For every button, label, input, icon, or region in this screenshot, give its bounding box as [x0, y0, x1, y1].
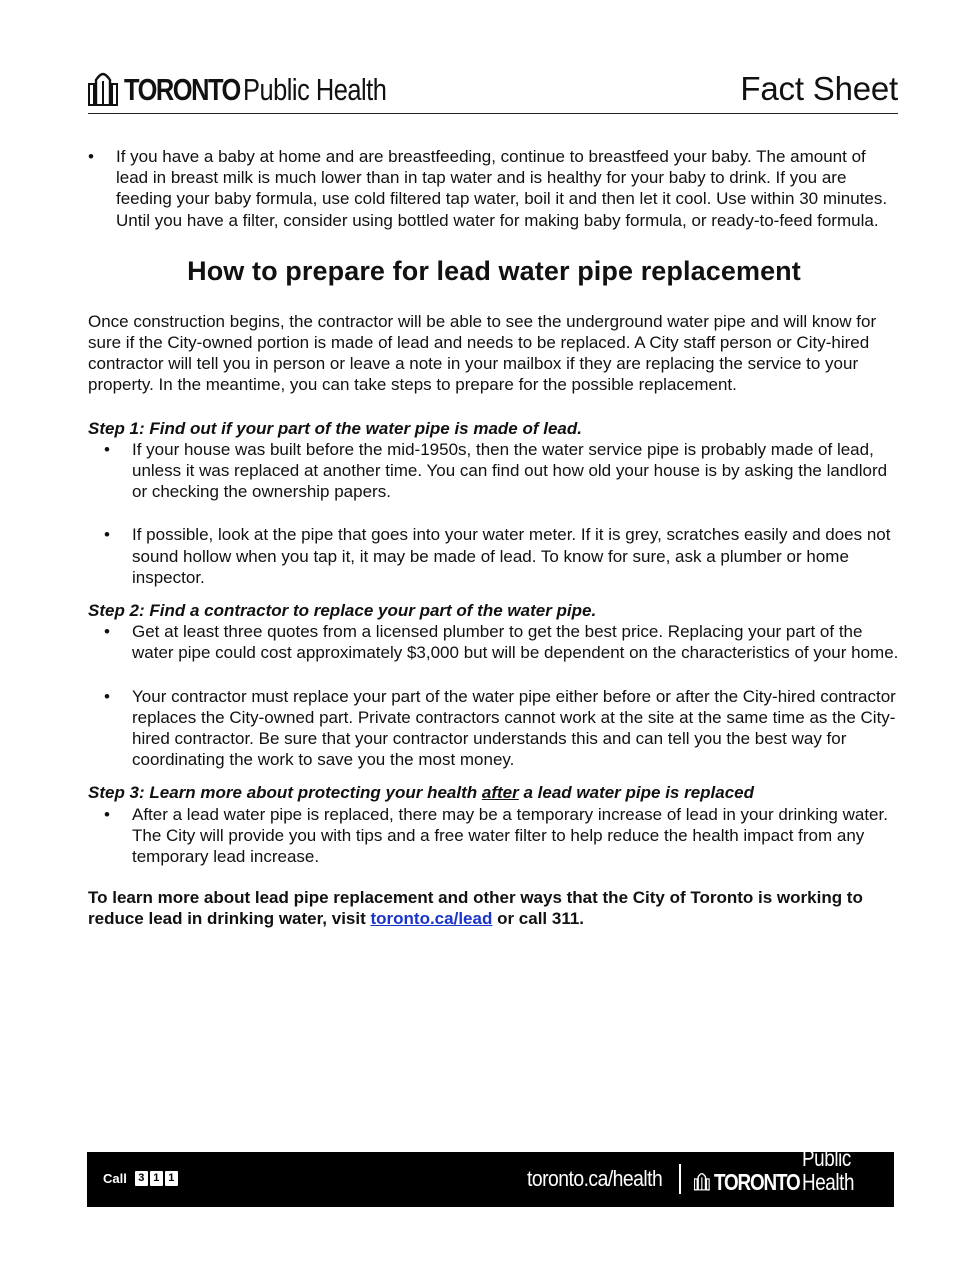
footer-logo-public-health: Public Health	[802, 1145, 855, 1195]
city-hall-icon	[694, 1169, 710, 1194]
list-item-text: If your house was built before the mid-1950s, then the water service pipe is probably made of lead, unless it was replaced at another time. You can find out how old your house is by asking the landlord or checking the ownership papers.	[132, 439, 888, 502]
logo-public-health-text: Public Health	[243, 72, 387, 107]
step-3-title-start: Step 3: Learn more about protecting your health	[88, 783, 482, 803]
footer-divider	[679, 1164, 681, 1194]
intro-paragraph: Once construction begins, the contractor will be able to see the underground water pipe and will know for sure if the City-owned portion is made of lead and needs to be replaced. A City staff person or City-hired contractor will tell you in person or leave a note in your mailbox if they are replacing the service to your property. In the meantime, you can take steps to prepare for the possible replacement.	[88, 311, 877, 395]
bullet-marker: •	[104, 622, 110, 642]
document-body	[88, 146, 900, 930]
footer-url[interactable]: toronto.ca/health	[527, 1166, 663, 1191]
list-item-text: If possible, look at the pipe that goes into your water meter. If it is grey, scratches easily and does not sound hollow when you tap it, it may be made of lead. To know for sure, ask a plumber or home inspector.	[132, 525, 891, 587]
bullet-marker: •	[88, 147, 94, 166]
intro-bullet	[88, 146, 900, 231]
closing-text-end: or call 311.	[492, 909, 585, 929]
section-title: How to prepare for lead water pipe replacement	[187, 255, 801, 286]
step-3-title-emphasis: after	[481, 783, 519, 803]
toronto-lead-link[interactable]: toronto.ca/lead	[370, 909, 493, 929]
list-item	[104, 621, 900, 663]
step-3-title-end: a lead water pipe is replaced	[518, 783, 755, 803]
call-label: Call	[103, 1171, 127, 1186]
call-digit: 1	[150, 1171, 163, 1186]
step-3-title	[88, 782, 900, 803]
list-item-text: After a lead water pipe is replaced, there may be a temporary increase of lead in your drinking water. The City will provide you with tips and a free water filter to help reduce the health impact from any temporary lead increase.	[132, 804, 888, 867]
step-2	[88, 600, 900, 770]
page-footer	[87, 1145, 894, 1207]
call-digit: 1	[165, 1171, 178, 1186]
bullet-marker: •	[104, 804, 110, 824]
bullet-marker: •	[104, 686, 110, 706]
page-header	[88, 62, 898, 114]
list-item-text: Get at least three quotes from a licensed plumber to get the best price. Replacing your part of the water pipe could cost approximately $3,000 but will be dependent on the characteristics of your home.	[132, 622, 899, 663]
logo-toronto-text: TORONTO	[124, 72, 240, 107]
call-digit: 3	[135, 1171, 148, 1186]
list-item	[104, 686, 900, 771]
list-item	[104, 439, 900, 503]
step-1-title: Step 1: Find out if your part of the water pipe is made of lead.	[88, 418, 582, 438]
call-311-badge	[103, 1171, 178, 1186]
closing-text-start: To learn more about lead pipe replacement and other ways that the City of Toronto is working to reduce lead in drinking water, visit	[88, 888, 863, 929]
step-3	[88, 782, 900, 867]
step-3-list	[88, 804, 900, 868]
footer-logo	[694, 1145, 894, 1195]
city-hall-icon	[88, 72, 118, 106]
list-item	[104, 524, 900, 588]
document-type-label: Fact Sheet	[740, 70, 898, 107]
step-2-title: Step 2: Find a contractor to replace your part of the water pipe.	[88, 601, 597, 621]
intro-bullet-text: If you have a baby at home and are breastfeeding, continue to breastfeed your baby. The amount of lead in breast milk is much lower than in tap water and is healthy for your baby to drink. If you are feeding your baby formula, use cold filtered tap water, boil it and then let it cool. Use within 30 minutes. Until you have a filter, consider using bottled water for making baby formula, or ready-to-feed formula.	[116, 147, 888, 230]
step-2-list	[88, 621, 900, 770]
bullet-marker: •	[104, 525, 110, 545]
step-1-list	[88, 439, 900, 588]
toronto-public-health-logo	[88, 66, 418, 106]
list-item	[104, 804, 900, 868]
step-1	[88, 418, 900, 588]
footer-logo-toronto: TORONTO	[713, 1169, 800, 1195]
list-item-text: Your contractor must replace your part of the water pipe either before or after the City-hired contractor replaces the City-owned part. Private contractors cannot work at the site at the same time as the City-hired contractor. Be sure that your contractor understands this and can tell you the best way for coordinating the work to save you the most money.	[132, 686, 896, 770]
bullet-marker: •	[104, 439, 110, 459]
closing-paragraph	[88, 887, 900, 929]
